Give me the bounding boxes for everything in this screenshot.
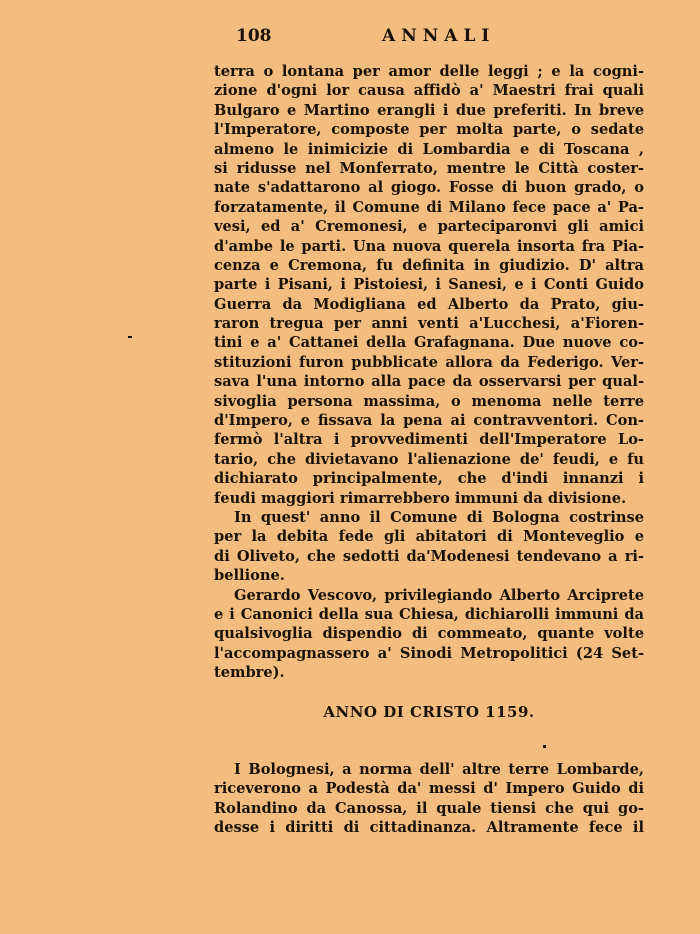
text-line: almeno le inimicizie di Lombardia e di Toscana , (214, 140, 644, 158)
text-line: terra o lontana per amor delle leggi ; e la cogni- (214, 63, 644, 80)
text-line: raron tregua per anni venti a'Lucchesi, a'Fioren- (214, 315, 644, 333)
text-line: dichiarato principalmente, che d'indi innanzi i (214, 470, 644, 488)
text-line: desse i diritti di cittadinanza. Altramente fece il (214, 819, 644, 837)
text-line: stituzioni furon pubblicate allora da Federigo. Ver- (214, 353, 644, 371)
text-line: parte i Pisani, i Pistoiesi, i Sanesi, e i Conti Guido (214, 276, 644, 294)
running-title: ANNALI (382, 26, 496, 46)
text-line: si ridusse nel Monferrato, mentre le Città coster- (214, 159, 644, 177)
text-line: nate s'adattarono al giogo. Fosse di buon grado, o (214, 179, 644, 197)
text-line: e i Canonici della sua Chiesa, dichiarolli immuni da (214, 605, 644, 623)
text-line: d'ambe le parti. Una nuova querela insorta fra Pia- (214, 237, 644, 255)
page-number: 108 (236, 26, 272, 46)
text-line: qualsivoglia dispendio di commeato, quante volte (214, 625, 644, 643)
section-heading: ANNO DI CRISTO 1159. (323, 703, 535, 721)
margin-speck (543, 745, 546, 748)
text-line: zione d'ogni lor causa affidò a' Maestri frai quali (214, 82, 644, 100)
text-line: bellione. (214, 567, 285, 585)
text-line: di Oliveto, che sedotti da'Modenesi tendevano a ri- (214, 547, 644, 565)
text-line: Rolandino da Canossa, il quale tiensi che qui go- (214, 799, 644, 817)
text-line: cenza e Cremona, fu definita in giudizio. D' altra (214, 256, 644, 274)
text-line: d'Impero, e fissava la pena ai contravventori. Con- (214, 412, 644, 430)
text-line: per la debita fede gli abitatori di Monteveglio e (214, 528, 644, 546)
page-header (236, 26, 644, 50)
text-line: forzatamente, il Comune di Milano fece pace a' Pa- (214, 198, 644, 216)
text-line: fermò l'altra i provvedimenti dell'Imperatore Lo- (214, 431, 644, 449)
text-line: In quest' anno il Comune di Bologna costrinse (234, 508, 644, 526)
text-line: l'accompagnassero a' Sinodi Metropolitici (24 Set- (214, 644, 644, 662)
text-line: sivoglia persona massima, o menoma nelle terre (214, 392, 644, 410)
text-line: feudi maggiori rimarrebbero immuni da divisione. (214, 489, 627, 507)
text-line: tini e a' Cattanei della Grafagnana. Due nuove co- (214, 334, 644, 352)
text-line: tembre). (214, 664, 285, 682)
text-line: l'Imperatore, composte per molta parte, o sedate (214, 121, 644, 139)
text-line: tario, che divietavano l'alienazione de' feudi, e fu (214, 450, 644, 468)
text-line: riceverono a Podestà da' messi d' Impero Guido di (214, 780, 644, 798)
text-line: sava l'una intorno alla pace da osservarsi per qual- (214, 373, 644, 391)
text-line: I Bolognesi, a norma dell' altre terre Lombarde, (234, 761, 644, 778)
text-line: Gerardo Vescovo, privilegiando Alberto Arciprete (234, 586, 644, 604)
text-line: Guerra da Modigliana ed Alberto da Prato, giu- (214, 295, 644, 313)
main-text-continued (214, 760, 644, 838)
text-line: Bulgaro e Martino erangli i due preferiti. In breve (214, 101, 644, 119)
main-text (214, 62, 644, 683)
text-line: vesi, ed a' Cremonesi, e parteciparonvi gli amici (214, 218, 644, 236)
margin-speck (128, 336, 132, 338)
